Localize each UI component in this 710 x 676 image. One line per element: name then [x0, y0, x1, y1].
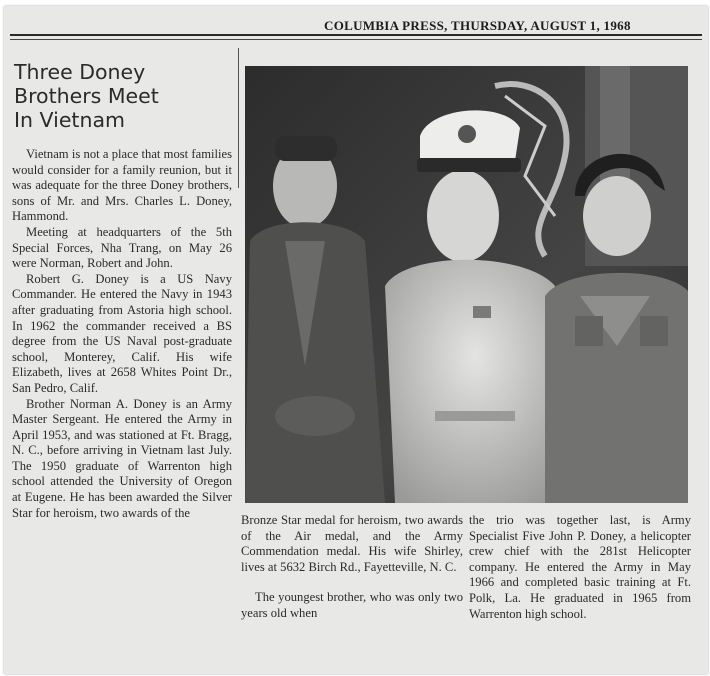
headline-line-3: In Vietnam [14, 108, 125, 132]
paragraph-norman-cont: Bronze Star medal for heroism, two awards of the Air medal, and the Army Commendation medal. His wife Shirley, lives at 5632 Birch Rd., Fayetteville, N. C. [241, 513, 463, 574]
paragraph-norman: Brother Norman A. Doney is an Army Master Sergeant. He entered the Army in April 1953, and was stationed at Ft. Bragg, N. C., before arriving in Vietnam last July. The 1950 graduate of Warrenton high school attended the University of Oregon at Eugene. He has been awarded the Silver Star for heroism, two awards of the [12, 396, 232, 520]
article-column-1 [12, 147, 232, 521]
column-divider [238, 48, 239, 188]
paragraph-john-intro: The youngest brother, who was only two years old when [241, 590, 463, 620]
photo-illustration [245, 66, 688, 503]
article-column-3 [469, 513, 691, 622]
paragraph-robert: Robert G. Doney is a US Navy Commander. He entered the Navy in 1943 after graduating from Astoria high school. In 1962 the commander received a BS degree from the US Naval post-graduate school, Monterey, Calif. His wife Elizabeth, lives at 2658 Whites Point Dr., San Pedro, Calif. [12, 271, 232, 395]
masthead-rule-thin [10, 39, 702, 40]
headline-line-2: Brothers Meet [14, 84, 159, 108]
headline-line-1: Three Doney [14, 60, 146, 84]
article-column-2 [241, 513, 463, 622]
article-headline [14, 60, 234, 132]
brothers-photo [245, 66, 688, 503]
paragraph-john: the trio was together last, is Army Specialist Five John P. Doney, a helicopter crew chief with the 281st Helicopter company. He entered the Army in May 1966 and completed basic training at Ft. Polk, La. He graduated in 1965 from Warrenton high school. [469, 513, 691, 621]
paragraph-intro: Vietnam is not a place that most families would consider for a family reunion, but it was adequate for the three Doney brothers, sons of Mr. and Mrs. Charles L. Doney, Hammond. [12, 147, 232, 224]
newspaper-masthead: COLUMBIA PRESS, THURSDAY, AUGUST 1, 1968 [324, 18, 631, 33]
paragraph-meeting: Meeting at headquarters of the 5th Special Forces, Nha Trang, on May 26 were Norman, Robert and John. [12, 224, 232, 271]
masthead-rule [10, 34, 702, 36]
